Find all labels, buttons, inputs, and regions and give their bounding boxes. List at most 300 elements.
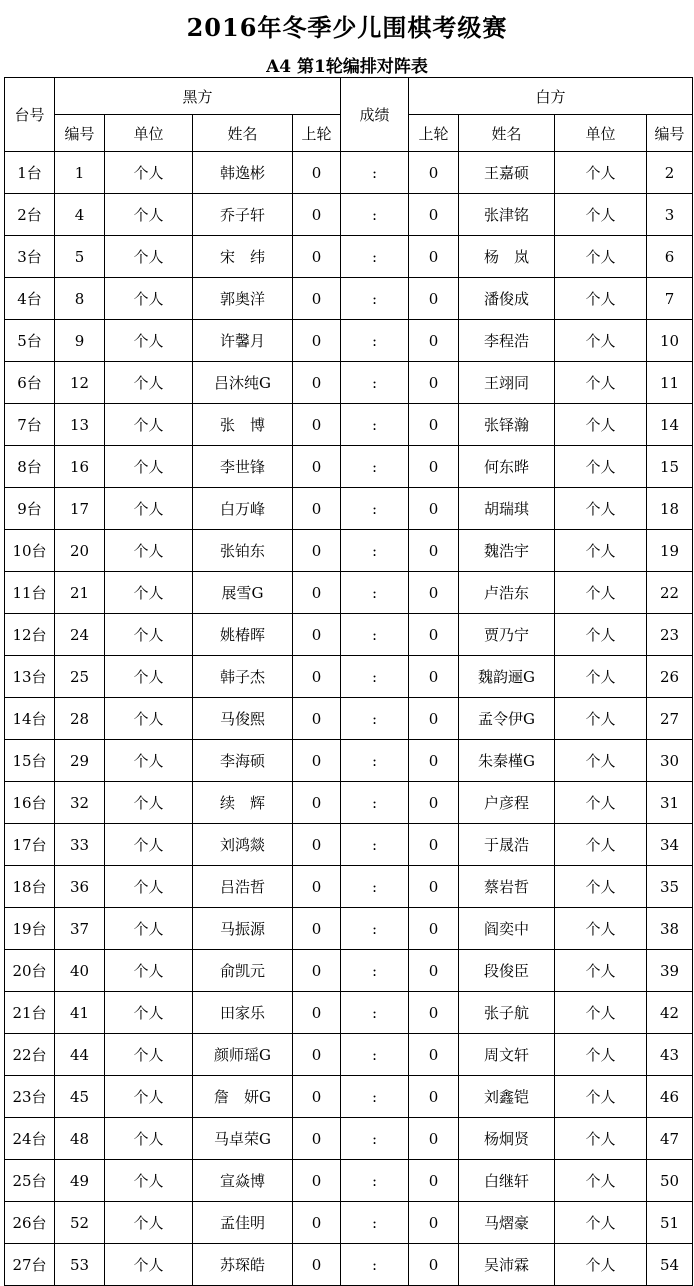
black-previous-cell: 0 — [293, 152, 341, 194]
white-name-cell: 胡瑞琪 — [459, 488, 555, 530]
black-number-cell: 1 — [55, 152, 105, 194]
black-previous-cell: 0 — [293, 614, 341, 656]
white-previous-cell: 0 — [409, 530, 459, 572]
table-number-cell: 20台 — [5, 950, 55, 992]
white-name-cell: 于晟浩 — [459, 824, 555, 866]
table-row — [5, 1034, 693, 1076]
white-number-cell: 3 — [647, 194, 693, 236]
result-cell: : — [341, 992, 409, 1034]
white-unit-cell: 个人 — [555, 1202, 647, 1244]
white-name-cell: 张铎瀚 — [459, 404, 555, 446]
black-name-cell: 李世锋 — [193, 446, 293, 488]
black-previous-cell: 0 — [293, 950, 341, 992]
white-number-cell: 14 — [647, 404, 693, 446]
black-unit-cell: 个人 — [105, 1118, 193, 1160]
header-white-no: 编号 — [647, 115, 693, 152]
black-number-cell: 16 — [55, 446, 105, 488]
black-previous-cell: 0 — [293, 362, 341, 404]
page-subtitle: A4 第1轮编排对阵表 — [266, 57, 428, 77]
black-previous-cell: 0 — [293, 992, 341, 1034]
black-name-cell: 吕沐纯G — [193, 362, 293, 404]
black-name-cell: 姚椿晖 — [193, 614, 293, 656]
white-name-cell: 何东晔 — [459, 446, 555, 488]
black-name-cell: 宣焱博 — [193, 1160, 293, 1202]
black-name-cell: 乔子轩 — [193, 194, 293, 236]
black-number-cell: 29 — [55, 740, 105, 782]
white-name-cell: 孟令伊G — [459, 698, 555, 740]
black-name-cell: 马俊熙 — [193, 698, 293, 740]
white-name-cell: 白继轩 — [459, 1160, 555, 1202]
result-cell: : — [341, 362, 409, 404]
header-black-no: 编号 — [55, 115, 105, 152]
black-number-cell: 9 — [55, 320, 105, 362]
black-number-cell: 28 — [55, 698, 105, 740]
white-previous-cell: 0 — [409, 1202, 459, 1244]
table-row — [5, 740, 693, 782]
black-name-cell: 俞凯元 — [193, 950, 293, 992]
white-number-cell: 43 — [647, 1034, 693, 1076]
table-row — [5, 824, 693, 866]
white-unit-cell: 个人 — [555, 656, 647, 698]
black-number-cell: 12 — [55, 362, 105, 404]
black-number-cell: 45 — [55, 1076, 105, 1118]
table-number-cell: 25台 — [5, 1160, 55, 1202]
table-number-cell: 9台 — [5, 488, 55, 530]
header-black-prev: 上轮 — [293, 115, 341, 152]
black-previous-cell: 0 — [293, 236, 341, 278]
table-number-cell: 15台 — [5, 740, 55, 782]
white-number-cell: 47 — [647, 1118, 693, 1160]
black-previous-cell: 0 — [293, 908, 341, 950]
black-name-cell: 马振源 — [193, 908, 293, 950]
black-name-cell: 吕浩哲 — [193, 866, 293, 908]
table-number-cell: 14台 — [5, 698, 55, 740]
black-number-cell: 33 — [55, 824, 105, 866]
white-previous-cell: 0 — [409, 446, 459, 488]
white-name-cell: 阎奕中 — [459, 908, 555, 950]
black-name-cell: 张 博 — [193, 404, 293, 446]
white-number-cell: 30 — [647, 740, 693, 782]
white-previous-cell: 0 — [409, 362, 459, 404]
table-row — [5, 614, 693, 656]
black-number-cell: 25 — [55, 656, 105, 698]
white-previous-cell: 0 — [409, 1244, 459, 1286]
white-previous-cell: 0 — [409, 194, 459, 236]
white-number-cell: 39 — [647, 950, 693, 992]
white-name-cell: 马熠豪 — [459, 1202, 555, 1244]
table-number-cell: 7台 — [5, 404, 55, 446]
white-unit-cell: 个人 — [555, 908, 647, 950]
table-number-cell: 11台 — [5, 572, 55, 614]
white-unit-cell: 个人 — [555, 1034, 647, 1076]
white-previous-cell: 0 — [409, 1160, 459, 1202]
white-name-cell: 段俊臣 — [459, 950, 555, 992]
black-name-cell: 詹 妍G — [193, 1076, 293, 1118]
white-number-cell: 7 — [647, 278, 693, 320]
white-unit-cell: 个人 — [555, 530, 647, 572]
black-unit-cell: 个人 — [105, 152, 193, 194]
white-unit-cell: 个人 — [555, 152, 647, 194]
result-cell: : — [341, 236, 409, 278]
black-number-cell: 53 — [55, 1244, 105, 1286]
black-number-cell: 37 — [55, 908, 105, 950]
white-previous-cell: 0 — [409, 278, 459, 320]
white-name-cell: 魏韵逦G — [459, 656, 555, 698]
result-cell: : — [341, 1034, 409, 1076]
black-previous-cell: 0 — [293, 824, 341, 866]
white-unit-cell: 个人 — [555, 1160, 647, 1202]
black-name-cell: 白万峰 — [193, 488, 293, 530]
black-previous-cell: 0 — [293, 278, 341, 320]
header-white: 白方 — [409, 78, 693, 115]
white-previous-cell: 0 — [409, 236, 459, 278]
white-previous-cell: 0 — [409, 152, 459, 194]
white-name-cell: 张子航 — [459, 992, 555, 1034]
table-row — [5, 572, 693, 614]
white-unit-cell: 个人 — [555, 404, 647, 446]
black-unit-cell: 个人 — [105, 1202, 193, 1244]
table-number-cell: 13台 — [5, 656, 55, 698]
white-previous-cell: 0 — [409, 656, 459, 698]
black-unit-cell: 个人 — [105, 614, 193, 656]
white-name-cell: 周文轩 — [459, 1034, 555, 1076]
black-previous-cell: 0 — [293, 866, 341, 908]
white-unit-cell: 个人 — [555, 950, 647, 992]
table-number-cell: 21台 — [5, 992, 55, 1034]
black-previous-cell: 0 — [293, 1202, 341, 1244]
black-name-cell: 韩子杰 — [193, 656, 293, 698]
result-cell: : — [341, 782, 409, 824]
black-previous-cell: 0 — [293, 1244, 341, 1286]
white-previous-cell: 0 — [409, 1118, 459, 1160]
black-number-cell: 49 — [55, 1160, 105, 1202]
result-cell: : — [341, 1160, 409, 1202]
black-number-cell: 44 — [55, 1034, 105, 1076]
table-row — [5, 530, 693, 572]
black-unit-cell: 个人 — [105, 950, 193, 992]
result-cell: : — [341, 194, 409, 236]
white-unit-cell: 个人 — [555, 572, 647, 614]
black-unit-cell: 个人 — [105, 1244, 193, 1286]
black-number-cell: 13 — [55, 404, 105, 446]
table-number-cell: 24台 — [5, 1118, 55, 1160]
header-white-prev: 上轮 — [409, 115, 459, 152]
white-name-cell: 蔡岩哲 — [459, 866, 555, 908]
table-number-cell: 17台 — [5, 824, 55, 866]
white-unit-cell: 个人 — [555, 782, 647, 824]
white-unit-cell: 个人 — [555, 362, 647, 404]
white-previous-cell: 0 — [409, 992, 459, 1034]
white-unit-cell: 个人 — [555, 992, 647, 1034]
black-previous-cell: 0 — [293, 698, 341, 740]
table-row — [5, 656, 693, 698]
black-unit-cell: 个人 — [105, 362, 193, 404]
black-name-cell: 宋 纬 — [193, 236, 293, 278]
white-unit-cell: 个人 — [555, 488, 647, 530]
white-number-cell: 35 — [647, 866, 693, 908]
white-number-cell: 18 — [647, 488, 693, 530]
table-row — [5, 698, 693, 740]
table-number-cell: 3台 — [5, 236, 55, 278]
white-number-cell: 31 — [647, 782, 693, 824]
header-white-unit: 单位 — [555, 115, 647, 152]
black-unit-cell: 个人 — [105, 530, 193, 572]
table-row — [5, 278, 693, 320]
result-cell: : — [341, 320, 409, 362]
result-cell: : — [341, 908, 409, 950]
white-number-cell: 23 — [647, 614, 693, 656]
black-previous-cell: 0 — [293, 740, 341, 782]
table-number-cell: 4台 — [5, 278, 55, 320]
result-cell: : — [341, 1244, 409, 1286]
white-number-cell: 11 — [647, 362, 693, 404]
white-number-cell: 38 — [647, 908, 693, 950]
black-previous-cell: 0 — [293, 1034, 341, 1076]
table-row — [5, 152, 693, 194]
white-name-cell: 王嘉硕 — [459, 152, 555, 194]
white-unit-cell: 个人 — [555, 446, 647, 488]
black-number-cell: 48 — [55, 1118, 105, 1160]
black-previous-cell: 0 — [293, 1160, 341, 1202]
black-number-cell: 4 — [55, 194, 105, 236]
black-unit-cell: 个人 — [105, 1034, 193, 1076]
black-previous-cell: 0 — [293, 656, 341, 698]
white-previous-cell: 0 — [409, 1034, 459, 1076]
black-previous-cell: 0 — [293, 530, 341, 572]
white-unit-cell: 个人 — [555, 1244, 647, 1286]
white-number-cell: 42 — [647, 992, 693, 1034]
header-black-unit: 单位 — [105, 115, 193, 152]
header-result: 成绩 — [341, 78, 409, 152]
table-number-cell: 19台 — [5, 908, 55, 950]
black-name-cell: 续 辉 — [193, 782, 293, 824]
header-black: 黑方 — [55, 78, 341, 115]
black-name-cell: 郭奥洋 — [193, 278, 293, 320]
black-previous-cell: 0 — [293, 1076, 341, 1118]
black-number-cell: 40 — [55, 950, 105, 992]
result-cell: : — [341, 152, 409, 194]
table-number-cell: 12台 — [5, 614, 55, 656]
table-row — [5, 1244, 693, 1286]
black-unit-cell: 个人 — [105, 446, 193, 488]
black-name-cell: 马卓荣G — [193, 1118, 293, 1160]
black-name-cell: 展雪G — [193, 572, 293, 614]
white-name-cell: 魏浩宇 — [459, 530, 555, 572]
result-cell: : — [341, 824, 409, 866]
black-previous-cell: 0 — [293, 194, 341, 236]
black-unit-cell: 个人 — [105, 824, 193, 866]
black-name-cell: 李海硕 — [193, 740, 293, 782]
white-unit-cell: 个人 — [555, 1118, 647, 1160]
black-number-cell: 41 — [55, 992, 105, 1034]
table-row — [5, 320, 693, 362]
black-previous-cell: 0 — [293, 782, 341, 824]
table-row — [5, 236, 693, 278]
black-name-cell: 苏琛皓 — [193, 1244, 293, 1286]
white-number-cell: 26 — [647, 656, 693, 698]
table-number-cell: 1台 — [5, 152, 55, 194]
result-cell: : — [341, 614, 409, 656]
black-unit-cell: 个人 — [105, 572, 193, 614]
black-name-cell: 张铂东 — [193, 530, 293, 572]
black-name-cell: 颜师瑶G — [193, 1034, 293, 1076]
table-row — [5, 950, 693, 992]
table-row — [5, 446, 693, 488]
black-unit-cell: 个人 — [105, 1160, 193, 1202]
black-number-cell: 8 — [55, 278, 105, 320]
black-name-cell: 许馨月 — [193, 320, 293, 362]
black-name-cell: 刘鸿燚 — [193, 824, 293, 866]
white-name-cell: 刘鑫铠 — [459, 1076, 555, 1118]
result-cell: : — [341, 278, 409, 320]
result-cell: : — [341, 530, 409, 572]
white-name-cell: 张津铭 — [459, 194, 555, 236]
white-number-cell: 19 — [647, 530, 693, 572]
result-cell: : — [341, 698, 409, 740]
table-number-cell: 8台 — [5, 446, 55, 488]
black-unit-cell: 个人 — [105, 278, 193, 320]
result-cell: : — [341, 656, 409, 698]
table-row — [5, 908, 693, 950]
white-unit-cell: 个人 — [555, 824, 647, 866]
table-number-cell: 27台 — [5, 1244, 55, 1286]
white-number-cell: 46 — [647, 1076, 693, 1118]
result-cell: : — [341, 404, 409, 446]
result-cell: : — [341, 1118, 409, 1160]
white-name-cell: 杨 岚 — [459, 236, 555, 278]
white-number-cell: 34 — [647, 824, 693, 866]
black-name-cell: 孟佳明 — [193, 1202, 293, 1244]
white-unit-cell: 个人 — [555, 698, 647, 740]
result-cell: : — [341, 488, 409, 530]
table-row — [5, 362, 693, 404]
table-row — [5, 1076, 693, 1118]
table-row — [5, 194, 693, 236]
white-number-cell: 6 — [647, 236, 693, 278]
black-unit-cell: 个人 — [105, 1076, 193, 1118]
header-black-name: 姓名 — [193, 115, 293, 152]
pairing-rows — [5, 152, 693, 1286]
white-previous-cell: 0 — [409, 698, 459, 740]
black-previous-cell: 0 — [293, 1118, 341, 1160]
black-unit-cell: 个人 — [105, 740, 193, 782]
white-unit-cell: 个人 — [555, 320, 647, 362]
table-number-cell: 10台 — [5, 530, 55, 572]
black-previous-cell: 0 — [293, 320, 341, 362]
white-name-cell: 卢浩东 — [459, 572, 555, 614]
black-unit-cell: 个人 — [105, 782, 193, 824]
table-number-cell: 2台 — [5, 194, 55, 236]
white-previous-cell: 0 — [409, 866, 459, 908]
white-previous-cell: 0 — [409, 320, 459, 362]
result-cell: : — [341, 572, 409, 614]
white-name-cell: 吴沛霖 — [459, 1244, 555, 1286]
table-number-cell: 26台 — [5, 1202, 55, 1244]
table-number-cell: 18台 — [5, 866, 55, 908]
white-previous-cell: 0 — [409, 950, 459, 992]
black-number-cell: 52 — [55, 1202, 105, 1244]
table-row — [5, 488, 693, 530]
white-number-cell: 15 — [647, 446, 693, 488]
black-name-cell: 田家乐 — [193, 992, 293, 1034]
black-unit-cell: 个人 — [105, 194, 193, 236]
header-table-no: 台号 — [5, 78, 55, 152]
white-previous-cell: 0 — [409, 824, 459, 866]
black-unit-cell: 个人 — [105, 908, 193, 950]
white-previous-cell: 0 — [409, 1076, 459, 1118]
white-unit-cell: 个人 — [555, 236, 647, 278]
white-unit-cell: 个人 — [555, 1076, 647, 1118]
table-number-cell: 6台 — [5, 362, 55, 404]
white-previous-cell: 0 — [409, 614, 459, 656]
white-previous-cell: 0 — [409, 908, 459, 950]
table-row — [5, 1118, 693, 1160]
black-previous-cell: 0 — [293, 404, 341, 446]
white-previous-cell: 0 — [409, 488, 459, 530]
result-cell: : — [341, 950, 409, 992]
white-previous-cell: 0 — [409, 740, 459, 782]
result-cell: : — [341, 1202, 409, 1244]
white-unit-cell: 个人 — [555, 614, 647, 656]
table-number-cell: 23台 — [5, 1076, 55, 1118]
white-number-cell: 51 — [647, 1202, 693, 1244]
black-unit-cell: 个人 — [105, 404, 193, 446]
black-unit-cell: 个人 — [105, 866, 193, 908]
black-unit-cell: 个人 — [105, 992, 193, 1034]
header-white-name: 姓名 — [459, 115, 555, 152]
black-number-cell: 36 — [55, 866, 105, 908]
result-cell: : — [341, 446, 409, 488]
black-number-cell: 5 — [55, 236, 105, 278]
result-cell: : — [341, 866, 409, 908]
white-number-cell: 10 — [647, 320, 693, 362]
black-number-cell: 21 — [55, 572, 105, 614]
black-number-cell: 24 — [55, 614, 105, 656]
white-name-cell: 户彦程 — [459, 782, 555, 824]
black-name-cell: 韩逸彬 — [193, 152, 293, 194]
white-name-cell: 王翊同 — [459, 362, 555, 404]
white-unit-cell: 个人 — [555, 866, 647, 908]
result-cell: : — [341, 1076, 409, 1118]
white-name-cell: 李程浩 — [459, 320, 555, 362]
white-previous-cell: 0 — [409, 404, 459, 446]
result-cell: : — [341, 740, 409, 782]
black-number-cell: 17 — [55, 488, 105, 530]
white-name-cell: 杨炯贤 — [459, 1118, 555, 1160]
table-number-cell: 5台 — [5, 320, 55, 362]
white-number-cell: 22 — [647, 572, 693, 614]
black-number-cell: 20 — [55, 530, 105, 572]
page-title: 2016年冬季少儿围棋考级赛 — [186, 13, 508, 42]
white-name-cell: 朱秦槿G — [459, 740, 555, 782]
black-unit-cell: 个人 — [105, 236, 193, 278]
table-row — [5, 992, 693, 1034]
white-unit-cell: 个人 — [555, 740, 647, 782]
white-number-cell: 54 — [647, 1244, 693, 1286]
table-row — [5, 866, 693, 908]
white-number-cell: 2 — [647, 152, 693, 194]
pairing-table — [4, 77, 693, 1286]
table-number-cell: 22台 — [5, 1034, 55, 1076]
black-unit-cell: 个人 — [105, 320, 193, 362]
table-row — [5, 1160, 693, 1202]
white-number-cell: 27 — [647, 698, 693, 740]
black-previous-cell: 0 — [293, 446, 341, 488]
white-previous-cell: 0 — [409, 782, 459, 824]
table-number-cell: 16台 — [5, 782, 55, 824]
table-row — [5, 404, 693, 446]
white-name-cell: 贾乃宁 — [459, 614, 555, 656]
